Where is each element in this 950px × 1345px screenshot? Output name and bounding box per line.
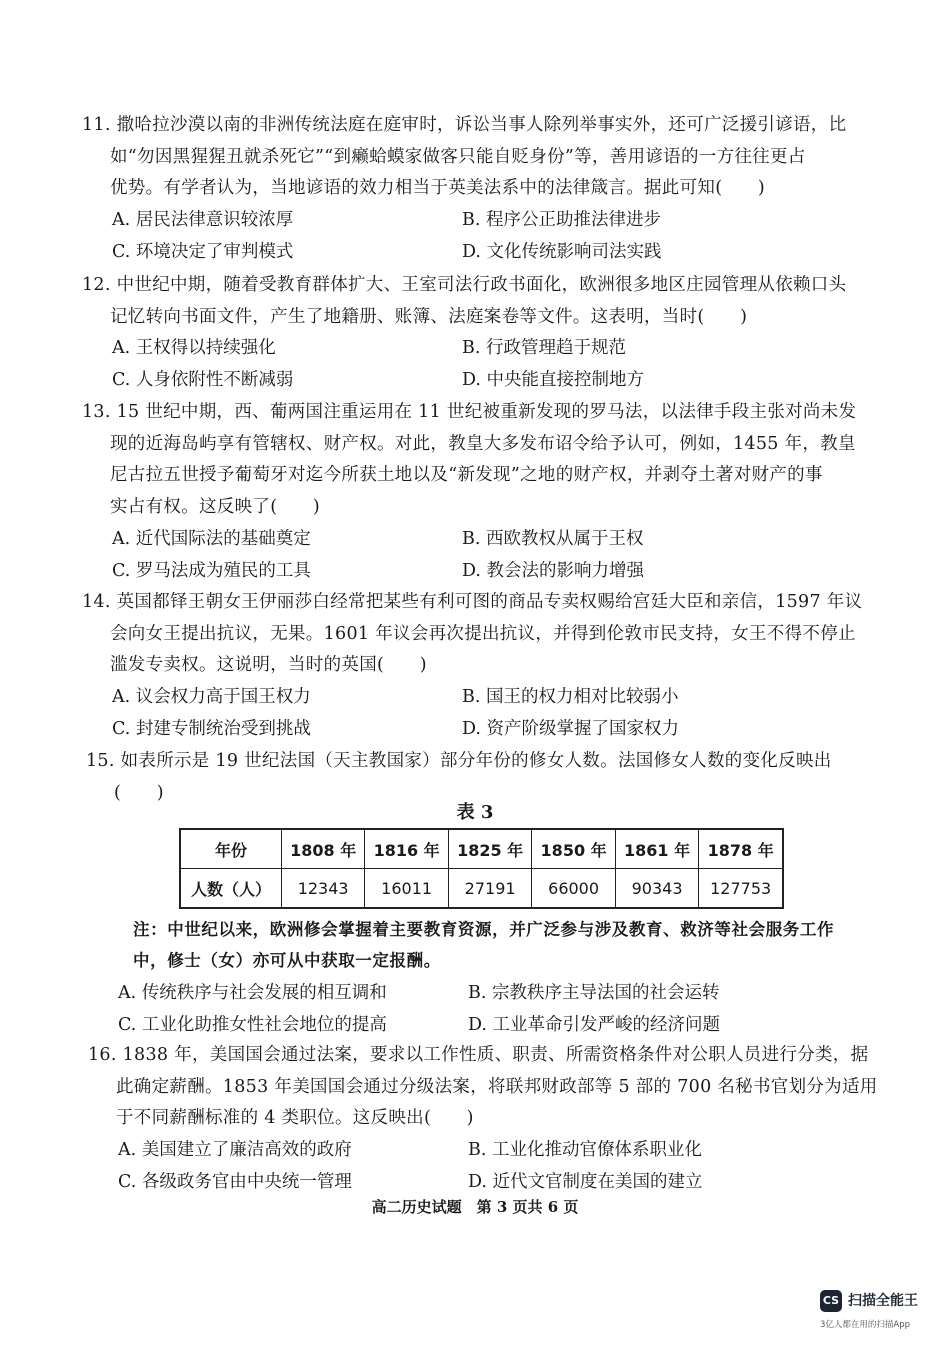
table-cell: 90343 [615,869,698,909]
table-cell: 66000 [532,869,615,909]
option-d[interactable]: D. 资产阶级掌握了国家权力 [462,718,680,739]
nun-count-table [179,828,784,909]
option-b[interactable]: B. 工业化推动官僚体系职业化 [468,1140,702,1161]
table-cell: 1808 年 [281,829,364,869]
table-caption: 表 3 [456,802,494,823]
option-c[interactable]: C. 工业化助推女性社会地位的提高 [118,1014,387,1035]
option-d[interactable]: D. 中央能直接控制地方 [462,370,645,391]
question-line: 如“勿因黑猩猩丑就杀死它”“到癞蛤蟆家做客只能自贬身份”等，善用谚语的一方往往更占 [110,146,806,167]
table-cell: 1850 年 [532,829,615,869]
question-line: 12. 中世纪中期，随着受教育群体扩大、王室司法行政书面化，欧洲很多地区庄园管理从依赖口头 [82,275,847,295]
camscanner-logo-icon: CS [820,1290,842,1312]
question-line: ( ) [114,782,164,803]
option-a[interactable]: A. 议会权力高于国王权力 [112,687,311,708]
question-line: 会向女王提出抗议，无果。1601 年议会再次提出抗议，并得到伦敦市民支持，女王不得不停止 [110,623,856,644]
options-row [82,556,882,588]
option-d[interactable]: D. 工业革命引发严峻的经济问题 [468,1014,721,1035]
options-row [82,205,882,237]
option-b[interactable]: B. 宗教秩序主导法国的社会运转 [468,983,720,1003]
question-line: 16. 1838 年，美国国会通过法案，要求以工作性质、职责、所需资格条件对公职人员进行分类，据 [88,1045,869,1065]
question-line: 滥发专卖权。这说明，当时的英国( ) [110,655,427,676]
table-cell: 12343 [281,869,364,909]
option-a[interactable]: A. 近代国际法的基础奠定 [112,528,311,549]
options-row [82,237,882,269]
option-d[interactable]: D. 近代文官制度在美国的建立 [468,1171,703,1192]
options-row [82,714,882,746]
option-a[interactable]: A. 美国建立了廉洁高效的政府 [118,1140,352,1161]
option-d[interactable]: D. 教会法的影响力增强 [462,560,645,581]
option-c[interactable]: C. 封建专制统治受到挑战 [112,718,311,739]
table-cell: 1825 年 [448,829,531,869]
table-cell: 1861 年 [615,829,698,869]
note-line: 中，修士（女）亦可从中获取一定报酬。 [133,951,441,970]
table-cell: 1816 年 [365,829,448,869]
question-line: 实占有权。这反映了( ) [110,497,321,518]
table-cell: 人数（人） [180,869,281,909]
option-b[interactable]: B. 行政管理趋于规范 [462,338,626,359]
question-16 [88,1040,888,1198]
option-a[interactable]: A. 居民法律意识较浓厚 [112,210,294,231]
question-line: 15. 如表所示是 19 世纪法国（天主教国家）部分年份的修女人数。法国修女人数的变化反映出 [86,751,832,771]
question-11 [82,110,882,268]
option-b[interactable]: B. 西欧教权从属于王权 [462,528,644,549]
note-line: 注：中世纪以来，欧洲修会掌握着主要教育资源，并广泛参与涉及教育、救济等社会服务工作 [133,920,835,939]
question-14 [82,587,882,745]
question-line: 11. 撒哈拉沙漠以南的非洲传统法庭在庭审时，诉讼当事人除列举事实外，还可广泛援引谚语，比 [82,115,847,135]
options-row [82,682,882,714]
scanner-watermark [820,1290,945,1340]
question-line: 于不同薪酬标准的 4 类职位。这反映出( ) [116,1108,474,1129]
option-c[interactable]: C. 环境决定了审判模式 [112,241,294,262]
table-cell: 27191 [448,869,531,909]
table-row [180,869,783,909]
option-a[interactable]: A. 王权得以持续强化 [112,338,276,359]
option-b[interactable]: B. 国王的权力相对比较弱小 [462,687,679,708]
option-a[interactable]: A. 传统秩序与社会发展的相互调和 [118,983,387,1003]
watermark-name: 扫描全能王 [848,1293,918,1309]
table-note [133,914,893,976]
option-c[interactable]: C. 人身依附性不断减弱 [112,370,294,391]
page-footer: 高二历史试题 第 3 页共 6 页 [371,1198,579,1216]
option-b[interactable]: B. 程序公正助推法律进步 [462,210,661,231]
option-c[interactable]: C. 各级政务官由中央统一管理 [118,1171,352,1192]
options-row [82,365,882,397]
question-line: 现的近海岛屿享有管辖权、财产权。对此，教皇大多发布诏令给予认可，例如，1455 年，教皇 [110,433,856,454]
question-line: 此确定薪酬。1853 年美国国会通过分级法案，将联邦财政部等 5 部的 700 名秘书官划分为适用 [116,1076,878,1097]
question-line: 13. 15 世纪中期，西、葡两国注重运用在 11 世纪被重新发现的罗马法，以法律手段主张对尚未发 [82,402,857,422]
option-d[interactable]: D. 文化传统影响司法实践 [462,241,662,262]
question-line: 优势。有学者认为，当地谚语的效力相当于英美法系中的法律箴言。据此可知( ) [110,178,766,199]
options-row [88,1010,888,1042]
question-15-options [88,978,888,1041]
question-line: 记忆转向书面文件，产生了地籍册、账簿、法庭案卷等文件。这表明，当时( ) [110,306,748,327]
options-row [88,978,888,1010]
table-cell: 127753 [699,869,783,909]
table-header-row [180,829,783,869]
table-cell: 16011 [365,869,448,909]
question-13 [82,397,882,587]
option-c[interactable]: C. 罗马法成为殖民的工具 [112,560,311,581]
options-row [82,524,882,556]
watermark-tagline: 3亿人都在用的扫描App [820,1320,911,1330]
question-12 [82,270,882,397]
question-line: 尼古拉五世授予葡萄牙对迄今所获土地以及“新发现”之地的财产权，并剥夺土著对财产的事 [110,465,823,486]
table-cell: 1878 年 [699,829,783,869]
options-row [82,333,882,365]
table-cell: 年份 [180,829,281,869]
question-line: 14. 英国都铎王朝女王伊丽莎白经常把某些有利可图的商品专卖权赐给宫廷大臣和亲信，1597 年议 [82,592,863,612]
options-row [88,1135,888,1167]
options-row [88,1167,888,1199]
